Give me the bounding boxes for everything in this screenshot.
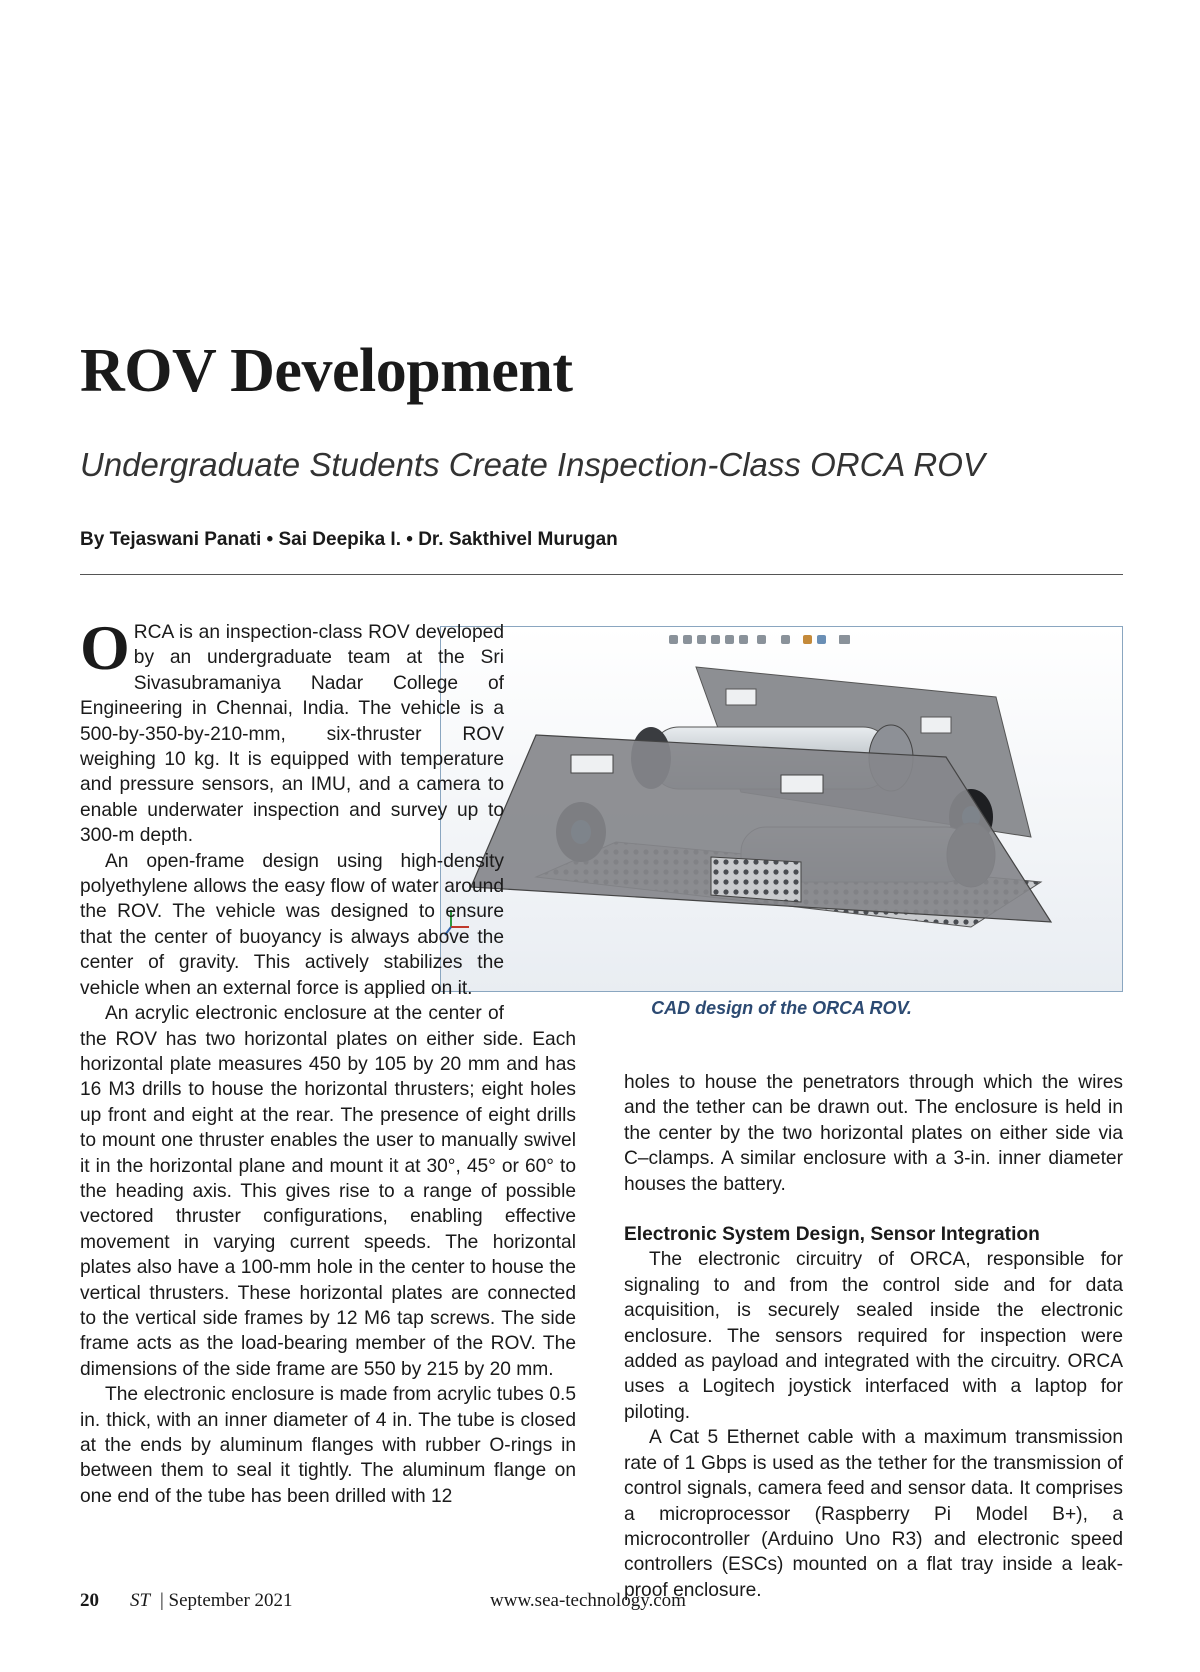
- paragraph: holes to house the penetrators through which the wires and the tether can be drawn out. The enclosure is held in the center by the two horizontal plates on either side via C–clamps. A similar enclosure with a 3-in. inner diameter houses the battery.: [624, 1072, 1123, 1195]
- website-link[interactable]: www.sea-technology.com: [490, 1590, 686, 1611]
- paragraph: A Cat 5 Ethernet cable with a maximum transmission rate of 1 Gbps is used as the tether for the transmission of control signals, camera feed and sensor data. It comprises a microprocessor (Raspberry Pi Model B+), a microcontroller (Arduino Uno R3) and electronic speed controllers (ESCs) mounted on a flat tray inside a leak-proof enclosure.: [624, 1427, 1123, 1601]
- figure-wrap-space: [512, 620, 576, 1005]
- magazine-name: ST: [130, 1590, 151, 1611]
- paragraph: An acrylic electronic enclosure at the center of the ROV has two horizontal plates on either side. Each horizontal plate measures 450 by 105 by 20 mm and has 16 M3 drills to house the horizontal thrusters; eight holes up front and eight at the rear. The presence of eight drills to mount one thruster enables the user to manually swivel it in the horizontal plane and mount it at 30°, 45° or 60° to the heading axis. This gives rise to a range of possible vectored thruster configurations, enabling effective movement in varying current speeds. The horizontal plates also have a 100-mm hole in the center to house the vertical thrusters. These horizontal plates are connected to the vertical side frames by 12 M6 tap screws. The side frame acts as the load-bearing member of the ROV. The dimensions of the side frame are 550 by 215 by 20 mm.: [80, 1003, 576, 1380]
- page-footer: [80, 1590, 1123, 1614]
- issue-date: | September 2021: [160, 1590, 293, 1611]
- header-divider: [80, 574, 1123, 575]
- right-column: [624, 1070, 1123, 1603]
- figure-caption: CAD design of the ORCA ROV.: [651, 998, 912, 1018]
- paragraph: An open-frame design using high-density polyethylene allows the easy flow of water around the ROV. The vehicle was designed to ensure that the center of buoyancy is always above the center of gravity. This actively stabilizes the vehicle when an external force is applied on it.: [80, 850, 504, 999]
- article-title: ROV Development: [80, 337, 573, 405]
- paragraph: The electronic enclosure is made from acrylic tubes 0.5 in. thick, with an inner diameter of 4 in. The tube is closed at the ends by aluminum flanges with rubber O-rings in between them to seal it tightly. The aluminum flange on one end of the tube has been drilled with 12: [80, 1384, 576, 1507]
- left-column: [80, 612, 576, 1509]
- section-heading: Electronic System Design, Sensor Integration: [624, 1224, 1040, 1246]
- paragraph: ORCA is an inspection-class ROV developed by an undergraduate team at the Sri Sivasubramaniya Nadar College of Engineering in Chennai, India. The vehicle is a 500-by-350-by-210-mm, six-thruster ROV weighing 10 kg. It is equipped with temperature and pressure sensors, an IMU, and a camera to enable underwater inspection and survey up to 300-m depth.: [80, 612, 504, 847]
- byline: By Tejaswani Panati • Sai Deepika I. • Dr. Sakthivel Murugan: [80, 529, 618, 550]
- paragraph: The electronic circuitry of ORCA, responsible for signaling to and from the control side and for data acquisition, is securely sealed inside the electronic enclosure. The sensors required for inspection were added as payload and integrated with the circuitry. ORCA uses a Logitech joystick interfaced with a laptop for piloting.: [624, 1249, 1123, 1423]
- article-subtitle: Undergraduate Students Create Inspection-Class ORCA ROV: [80, 446, 985, 483]
- cad-toolbar-icons: [669, 635, 850, 644]
- page-number: 20: [80, 1590, 99, 1611]
- drop-cap: O: [80, 612, 130, 683]
